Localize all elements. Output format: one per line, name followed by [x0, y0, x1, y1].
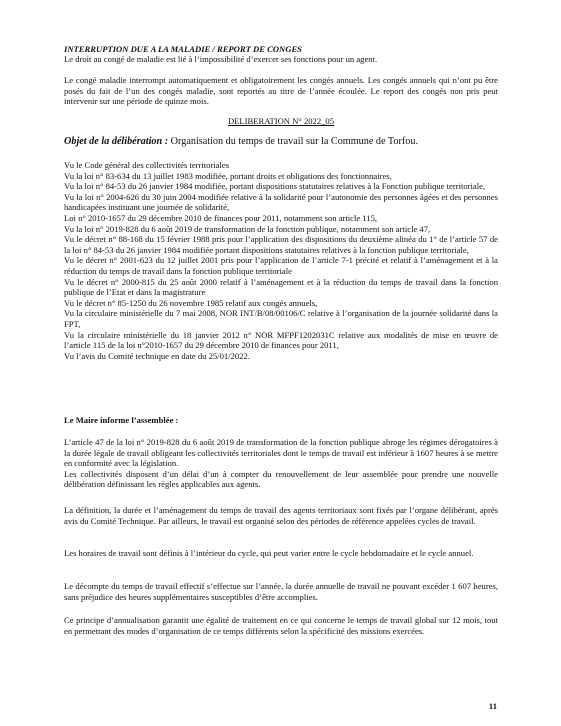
- paragraph-text: L’article 47 de la loi n° 2019-828 du 6 août 2019 de transformation de la fonction publique abroge les régimes dérogatoires à la durée légale de travail obligeant les collectivités territoriales dont le temps de travail est inférieur à 1607 heures à se mettre en conformité avec la législation.: [64, 437, 498, 469]
- object-text: Organisation du temps de travail sur la Commune de Torfou.: [170, 136, 418, 147]
- paragraph-text: Les collectivités disposent d’un délai d’un à compter du renouvellement de leur assemblée pour prendre une nouvelle délibération définissant les règles applicables aux agents.: [64, 468, 498, 490]
- maire-paragraph-5: Ce principe d’annualisation garantit une égalité de traitement en ce qui concerne le temps de travail global sur 12 mois, tout en permettant des modes d’organisation de ce temps différents selon la spécificité des missions exercées.: [64, 615, 498, 636]
- vu-item: Vu la loi n° 2004-626 du 30 juin 2004 modifiée relative à la solidarité pour l’autonomie des personnes âgées et des personnes handicapées instituant une journée de solidarité,: [64, 191, 498, 213]
- vu-item: Vu la circulaire ministérielle du 18 janvier 2012 n° NOR MFPF1202031C relative aux modalités de mise en œuvre de l’article 115 de la loi n°2010-1657 du 29 décembre 2010 de finances pour 2011,: [64, 329, 498, 351]
- vu-item: Vu le décret n° 2000-815 du 25 août 2000 relatif à l’aménagement et à la réduction du temps de travail dans la fonction publique de l’Etat et dans la magistrature: [64, 276, 498, 298]
- section-title: INTERRUPTION DUE A LA MALADIE / REPORT DE CONGES: [64, 44, 302, 54]
- maire-heading: Le Maire informe l’assemblée :: [64, 415, 179, 425]
- maire-paragraph-1: [64, 437, 498, 490]
- vu-item: Vu le décret n° 2001-623 du 12 juillet 2001 pris pour l’application de l’article 7-1 précité et relatif à l’aménagement et à la réduction du temps de travail dans la fonction publique territoriale: [64, 255, 498, 276]
- vu-item: Vu la loi n° 83-634 du 13 juillet 1983 modifiée, portant droits et obligations des fonctionnaires,: [64, 170, 392, 181]
- vu-item: Vu la loi n° 2019-828 du 6 août 2019 de transformation de la fonction publique, notamment son article 47,: [64, 223, 431, 234]
- deliberation-object: [64, 136, 498, 148]
- vu-item: Vu le décret n° 88-168 du 15 février 1988 pris pour l’application des dispositions du deuxième alinéa du 1° de l’article 57 de la loi n° 84-53 du 26 janvier 1984 modifiée portant dispositions statutaires relatives à la fonction publique territoriale,: [64, 234, 498, 255]
- vu-item: Vu la loi n° 84-53 du 26 janvier 1984 modifiée, portant dispositions statutaires relatives à la Fonction publique territoriale,: [64, 181, 486, 192]
- vu-item: Loi n° 2010-1657 du 29 décembre 2010 de finances pour 2011, notamment son article 115,: [64, 212, 378, 223]
- maire-paragraph-4: Le décompte du temps de travail effectif s’effectue sur l’année, la durée annuelle de travail ne pouvant excéder 1 607 heures, sans préjudice des heures supplémentaires susceptibles d’être accomplies.: [64, 581, 498, 602]
- vu-item: Vu la circulaire ministérielle du 7 mai 2008, NOR INT/B/08/00106/C relative à l’organisation de la journée solidarité dans la FPT,: [64, 308, 498, 329]
- vu-item: Vu le décret n° 85-1250 du 26 novembre 1985 relatif aux congés annuels,: [64, 297, 318, 308]
- vu-item: Vu le Code général des collectivités territoriales: [64, 160, 230, 170]
- section-intro-line: Le droit au congé de maladie est lié à l’impossibilité d’exercer ses fonctions pour un agent.: [64, 54, 378, 64]
- vu-item: Vu l’avis du Comité technique en date du 25/01/2022.: [64, 350, 250, 361]
- vu-list: [64, 160, 498, 361]
- section-paragraph: Le congé maladie interrompt automatiquement et obligatoirement les congés annuels. Les congés annuels qui n’ont pu être posés du fait de l’un des congés maladie, sont reportés au titre de l’année écoulée. Le report des congés non pris peut intervenir sur une période de quinze mois.: [64, 75, 498, 107]
- object-label: Objet de la délibération :: [64, 136, 169, 147]
- page-number: 11: [488, 701, 497, 711]
- maire-paragraph-2: La définition, la durée et l’aménagement du temps de travail des agents territoriaux sont fixés par l’organe délibérant, après avis du Comité Technique. Par ailleurs, le travail est organisé selon des périodes de référence appelées cycles de travail.: [64, 505, 498, 526]
- maire-paragraph-3: Les horaires de travail sont définis à l’intérieur du cycle, qui peut varier entre le cycle hebdomadaire et le cycle annuel.: [64, 548, 474, 558]
- deliberation-number: DELIBERATION N° 2022_05: [227, 116, 335, 126]
